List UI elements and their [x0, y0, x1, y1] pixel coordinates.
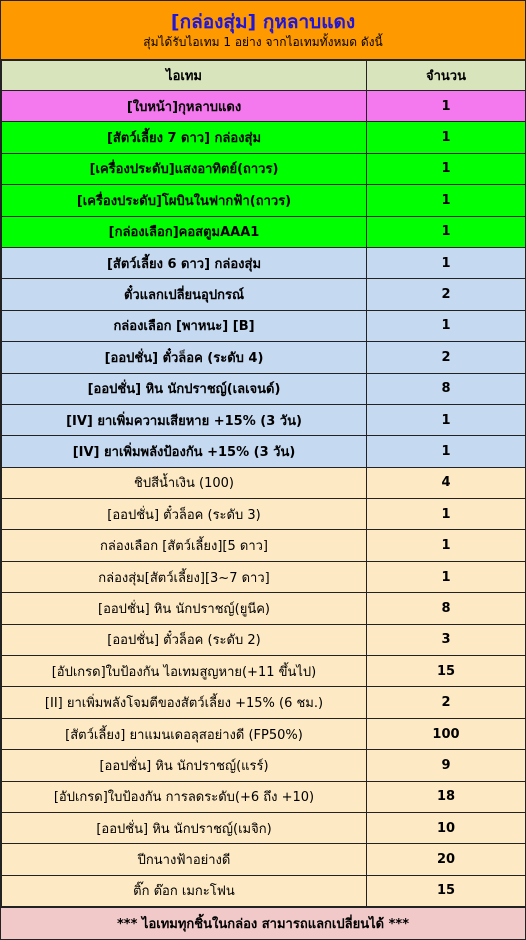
table-row [2, 781, 526, 812]
item-qty-cell: 1 [367, 436, 526, 467]
item-name-cell: [กล่องเลือก]คอสตูมAAA1 [2, 216, 367, 247]
item-qty-cell: 8 [367, 593, 526, 624]
table-row [2, 624, 526, 655]
item-name-cell: [ออปชั่น] ตั๋วล็อค (ระดับ 4) [2, 342, 367, 373]
item-name-cell: ตั๋วแลกเปลี่ยนอุปกรณ์ [2, 279, 367, 310]
table-row [2, 436, 526, 467]
table-row [2, 875, 526, 906]
table-row [2, 530, 526, 561]
page-subtitle: สุ่มได้รับไอเทม 1 อย่าง จากไอเทมทั้งหมด ดังนี้ [143, 35, 383, 49]
table-row [2, 467, 526, 498]
table-row [2, 812, 526, 843]
item-qty-cell: 1 [367, 310, 526, 341]
header [1, 1, 525, 60]
item-name-cell: [อัปเกรด]ใบป้องกัน ไอเทมสูญหาย(+11 ขึ้นไป) [2, 656, 367, 687]
item-name-cell: [อัปเกรด]ใบป้องกัน การลดระดับ(+6 ถึง +10) [2, 781, 367, 812]
item-name-cell: [สัตว์เลี้ยง] ยาแมนเดอลุสอย่างดี (FP50%) [2, 718, 367, 749]
item-qty-cell: 2 [367, 279, 526, 310]
table-row [2, 342, 526, 373]
item-name-cell: [ออปชั่น] หิน นักปราชญ์(แรร์) [2, 750, 367, 781]
table-row [2, 656, 526, 687]
item-name-cell: [ออปชั่น] ตั๋วล็อค (ระดับ 2) [2, 624, 367, 655]
item-qty-cell: 1 [367, 185, 526, 216]
item-qty-cell: 1 [367, 91, 526, 122]
footer-note: *** ไอเทมทุกชิ้นในกล่อง สามารถแลกเปลี่ยนได้ *** [1, 907, 525, 939]
item-qty-cell: 18 [367, 781, 526, 812]
item-qty-cell: 8 [367, 373, 526, 404]
item-name-cell: [ออปชั่น] หิน นักปราชญ์(เมจิก) [2, 812, 367, 843]
item-qty-cell: 20 [367, 844, 526, 875]
table-row [2, 216, 526, 247]
item-name-cell: [ออปชั่น] หิน นักปราชญ์(เลเจนด์) [2, 373, 367, 404]
item-qty-cell: 1 [367, 499, 526, 530]
item-name-cell: ปีกนางฟ้าอย่างดี [2, 844, 367, 875]
item-qty-cell: 1 [367, 153, 526, 184]
item-qty-cell: 4 [367, 467, 526, 498]
table-row [2, 844, 526, 875]
table-row [2, 750, 526, 781]
item-qty-cell: 100 [367, 718, 526, 749]
item-name-cell: [สัตว์เลี้ยง 7 ดาว] กล่องสุ่ม [2, 122, 367, 153]
table-row [2, 373, 526, 404]
item-name-cell: [เครื่องประดับ]แสงอาทิตย์(ถาวร) [2, 153, 367, 184]
item-name-cell: กล่องเลือก [พาหนะ] [B] [2, 310, 367, 341]
table-row [2, 247, 526, 278]
column-header-qty: จำนวน [367, 61, 526, 91]
item-qty-cell: 1 [367, 530, 526, 561]
item-name-cell: [II] ยาเพิ่มพลังโจมตีของสัตว์เลี้ยง +15% (6 ชม.) [2, 687, 367, 718]
column-header-row [2, 61, 526, 91]
item-qty-cell: 1 [367, 561, 526, 592]
item-qty-cell: 1 [367, 404, 526, 435]
item-qty-cell: 3 [367, 624, 526, 655]
item-qty-cell: 2 [367, 342, 526, 373]
table-row [2, 310, 526, 341]
item-qty-cell: 15 [367, 875, 526, 906]
table-row [2, 687, 526, 718]
item-name-cell: [เครื่องประดับ]โผบินในฟากฟ้า(ถาวร) [2, 185, 367, 216]
table-row [2, 122, 526, 153]
table-row [2, 561, 526, 592]
item-qty-cell: 1 [367, 247, 526, 278]
item-name-cell: กล่องเลือก [สัตว์เลี้ยง][5 ดาว] [2, 530, 367, 561]
item-name-cell: [ออปชั่น] หิน นักปราชญ์(ยูนีค) [2, 593, 367, 624]
item-table [1, 60, 526, 907]
item-name-cell: [ใบหน้า]กุหลาบแดง [2, 91, 367, 122]
item-name-cell: ชิปสีน้ำเงิน (100) [2, 467, 367, 498]
table-row [2, 185, 526, 216]
item-name-cell: [IV] ยาเพิ่มพลังป้องกัน +15% (3 วัน) [2, 436, 367, 467]
table-row [2, 153, 526, 184]
item-name-cell: ติ๊ก ต๊อก เมกะโฟน [2, 875, 367, 906]
table-row [2, 593, 526, 624]
page-title: [กล่องสุ่ม] กุหลาบแดง [170, 11, 356, 33]
item-name-cell: กล่องสุ่ม[สัตว์เลี้ยง][3~7 ดาว] [2, 561, 367, 592]
table-row [2, 279, 526, 310]
item-name-cell: [IV] ยาเพิ่มความเสียหาย +15% (3 วัน) [2, 404, 367, 435]
item-qty-cell: 15 [367, 656, 526, 687]
item-qty-cell: 9 [367, 750, 526, 781]
table-row [2, 718, 526, 749]
item-name-cell: [สัตว์เลี้ยง 6 ดาว] กล่องสุ่ม [2, 247, 367, 278]
table-row [2, 404, 526, 435]
table-row [2, 91, 526, 122]
item-qty-cell: 2 [367, 687, 526, 718]
item-rows [2, 91, 526, 907]
item-qty-cell: 1 [367, 216, 526, 247]
column-header-item: ไอเทม [2, 61, 367, 91]
table-row [2, 499, 526, 530]
item-name-cell: [ออปชั่น] ตั๋วล็อค (ระดับ 3) [2, 499, 367, 530]
item-qty-cell: 10 [367, 812, 526, 843]
item-qty-cell: 1 [367, 122, 526, 153]
